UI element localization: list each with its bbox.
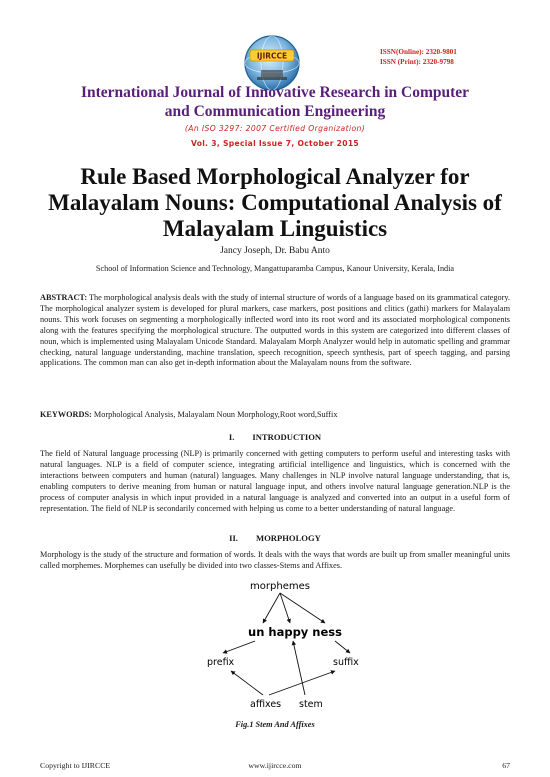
- issn-block: [380, 47, 510, 67]
- arrow-morphemes-ness: [280, 593, 325, 623]
- volume-issue: Vol. 3, Special Issue 7, October 2015: [190, 139, 360, 148]
- footer-page-number: 67: [502, 761, 510, 770]
- section-number: II.: [229, 533, 238, 543]
- label-suffix: suffix: [333, 657, 359, 668]
- title-line2: Malayalam Nouns: Computational Analysis of: [48, 190, 502, 215]
- issn-print: ISSN (Print): 2320-9798: [380, 58, 454, 66]
- section-title: INTRODUCTION: [252, 432, 322, 442]
- footer-copyright: Copyright to IJIRCCE: [40, 761, 111, 770]
- arrow-affixes-prefix: [231, 671, 263, 695]
- introduction-text: The field of Natural language processing (NLP) is primarily concerned with getting computers to perform useful and interesting tasks with natural languages. NLP is a field of computer science, integrating artificial intelligence and linguistics, which is concerned with the interactions between computers and human (natural) languages. Many challenges in NLP involve natural language understanding, that is, enabling computers to derive meaning from human or natural language input, and others involve natural language generation.NLP is the process of computer analysis in which input provided in a natural language is analyzed and converted into an output in a useful form of representation. The field of NLP is secondarily concerned with helping us come to a better understanding of natural language.: [40, 449, 510, 513]
- journal-name: [40, 83, 510, 121]
- journal-name-line2: and Communication Engineering: [164, 103, 386, 120]
- footer-url: www.ijircce.com: [248, 761, 302, 770]
- label-prefix: prefix: [207, 657, 235, 668]
- arrow-stem-happy: [293, 641, 305, 695]
- abstract-label: ABSTRACT:: [40, 293, 88, 302]
- arrow-un-prefix: [223, 641, 255, 653]
- abstract-text: The morphological analysis deals with the study of internal structure of words of a language based on its grammatical category. The morphological analyzer system is developed for plural markers, case markers, post positions and clitics (gathi) markers for Malayalam nouns. This work focuses on segmenting a morphologically inflected word into its root word and its associated morphological components along with the features specifying the morphological structure. The outputted words in this system are categorized into different classes of noun, which is implemented using Malayalam Unicode Standard. Malayalam Morph Analyzer would help in automatic spelling and grammar checking, natural language understanding, machine translation, speech recognition, speech synthesis, part of speech tagging, and parsing applications. The common man can also get in-depth information about the Malayalam nouns from the software.: [40, 293, 510, 368]
- label-morphemes: morphemes: [250, 581, 310, 592]
- affiliation: School of Information Science and Technology, Mangattuparamba Campus, Kanour University, Kerala, India: [95, 264, 455, 273]
- paper-title: [30, 164, 520, 242]
- section-number: I.: [228, 432, 235, 442]
- figure-stem-affixes: [195, 577, 365, 715]
- title-line1: Rule Based Morphological Analyzer for: [80, 164, 470, 189]
- section-heading-introduction: [40, 432, 510, 442]
- keywords-text: Morphological Analysis, Malayalam Noun Morphology,Root word,Suffix: [91, 410, 338, 419]
- morphology-text: Morphology is the study of the structure and formation of words. It deals with the ways that words are built up from smaller meaningful units called morphemes. Morphemes can usefully be divided into two classes-Stems and Affixes.: [40, 550, 510, 570]
- keywords: [40, 410, 510, 421]
- title-line3: Malayalam Linguistics: [162, 216, 388, 241]
- journal-name-line1: International Journal of Innovative Research in Computer: [80, 84, 470, 101]
- arrow-morphemes-un: [263, 593, 280, 623]
- label-word: un happy ness: [248, 625, 342, 639]
- issn-online: ISSN(Online): 2320-9801: [380, 48, 457, 56]
- abstract: [40, 293, 510, 369]
- figure-caption: Fig.1 Stem And Affixes: [235, 720, 315, 729]
- keywords-label: KEYWORDS:: [40, 410, 92, 419]
- label-affixes: affixes: [250, 699, 282, 710]
- arrow-morphemes-happy: [280, 593, 290, 623]
- iso-certification: (An ISO 3297: 2007 Certified Organization): [184, 124, 366, 133]
- authors: Jancy Joseph, Dr. Babu Anto: [220, 246, 330, 256]
- section-title: MORPHOLOGY: [255, 533, 321, 543]
- logo-text: IJIRCCE: [256, 51, 288, 61]
- section-heading-morphology: [40, 533, 510, 543]
- label-stem: stem: [299, 699, 323, 710]
- arrow-ness-suffix: [335, 641, 350, 653]
